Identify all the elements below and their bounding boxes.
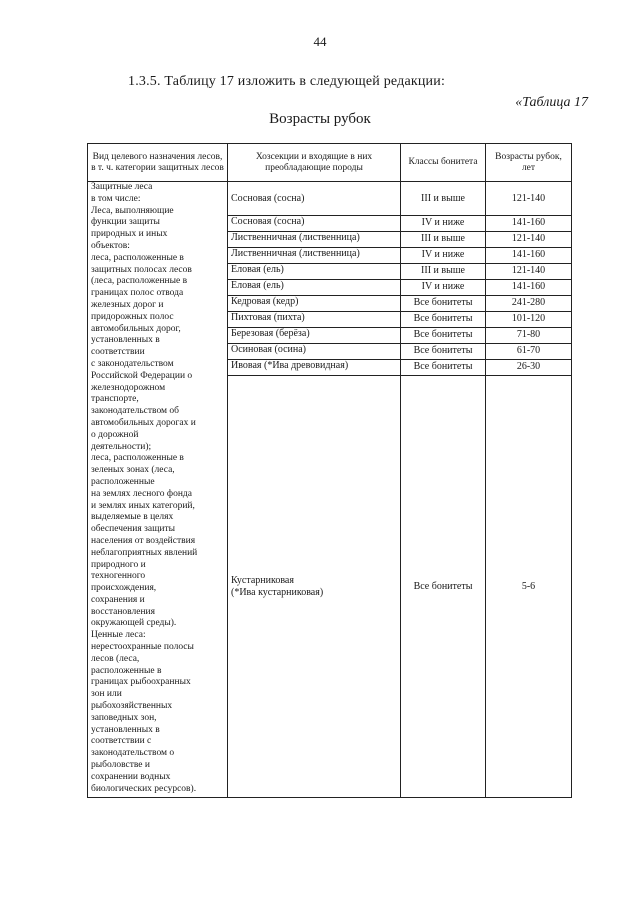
cutting-age-cell: 71-80	[486, 328, 572, 344]
category-line: зеленых зонах (леса,	[91, 465, 175, 476]
species-line: (*Ива кустарниковая)	[231, 586, 324, 598]
cutting-age-cell: 5-6	[486, 376, 572, 798]
category-line: зон или	[91, 689, 122, 700]
category-line: лесов (леса,	[91, 653, 140, 664]
bonitet-cell: Все бонитеты	[401, 328, 486, 344]
category-line: функции защиты	[91, 217, 160, 228]
species-cell: Лиственничная (лиственница)	[228, 232, 401, 248]
table-label: «Таблица 17	[515, 95, 588, 110]
category-line: неблагоприятных явлений	[91, 547, 198, 558]
category-line: придорожных полос	[91, 311, 174, 322]
species-cell: Кедровая (кедр)	[228, 296, 401, 312]
table-title: Возрасты рубок	[269, 111, 371, 127]
cutting-age-cell: 26-30	[486, 360, 572, 376]
amendment-instruction: 1.3.5. Таблицу 17 изложить в следующей редакции:	[128, 74, 446, 89]
table-header-row	[88, 144, 572, 182]
category-line: соответствии	[91, 347, 145, 358]
category-line: природных и иных	[91, 229, 168, 240]
species-cell: Пихтовая (пихта)	[228, 312, 401, 328]
category-line: Ценные леса:	[91, 630, 146, 641]
category-line: расположенные	[91, 476, 155, 487]
category-line: сохранения и	[91, 594, 145, 605]
category-line: восстановления	[91, 606, 156, 617]
species-cell: Осиновая (осина)	[228, 344, 401, 360]
category-line: с законодательством	[91, 358, 174, 369]
cutting-age-cell: 141-160	[486, 280, 572, 296]
category-line: и землях иных категорий,	[91, 500, 195, 511]
cutting-age-cell: 121-140	[486, 264, 572, 280]
category-line: расположенные в	[91, 665, 162, 676]
category-line: населения от воздействия	[91, 535, 196, 546]
cutting-age-cell: 61-70	[486, 344, 572, 360]
category-line: на землях лесного фонда	[91, 488, 192, 499]
bonitet-cell: Все бонитеты	[401, 376, 486, 798]
bonitet-cell: Все бонитеты	[401, 296, 486, 312]
category-line: обеспечения защиты	[91, 524, 176, 535]
category-line: заповедных зон,	[91, 712, 157, 723]
category-line: автомобильных дорог,	[91, 323, 181, 334]
cutting-age-cell: 121-140	[486, 182, 572, 216]
category-line: деятельности);	[91, 441, 152, 452]
category-line: рыболовстве и	[91, 760, 150, 771]
cutting-age-cell: 141-160	[486, 248, 572, 264]
category-line: Защитные леса	[91, 182, 153, 192]
species-cell: Сосновая (сосна)	[228, 182, 401, 216]
category-line: автомобильных дорогах и	[91, 417, 196, 428]
species-cell: Лиственничная (лиственница)	[228, 248, 401, 264]
bonitet-cell: Все бонитеты	[401, 360, 486, 376]
cutting-age-table	[87, 143, 572, 798]
category-line: биологических ресурсов).	[91, 783, 197, 794]
category-line: установленных в	[91, 335, 160, 346]
cutting-age-cell: 241-280	[486, 296, 572, 312]
category-line: природного и	[91, 559, 146, 570]
category-line: железнодорожном	[91, 382, 166, 393]
category-line: транспорте,	[91, 394, 139, 405]
category-line: леса, расположенные в	[91, 252, 184, 263]
bonitet-cell: III и выше	[401, 182, 486, 216]
category-line: нерестоохранные полосы	[91, 642, 194, 653]
category-line: (леса, расположенные в	[91, 276, 188, 287]
species-cell: Березовая (берёза)	[228, 328, 401, 344]
bonitet-cell: III и выше	[401, 264, 486, 280]
table-row	[88, 182, 572, 216]
species-cell: Еловая (ель)	[228, 264, 401, 280]
category-line: происхождения,	[91, 583, 157, 594]
category-line: соответствии с	[91, 736, 152, 747]
category-line: в том числе:	[91, 193, 141, 204]
category-line: о дорожной	[91, 429, 139, 440]
category-line: законодательством о	[91, 748, 175, 759]
header-forest-purpose: Вид целевого назначения лесов, в т. ч. категории защитных лесов	[88, 144, 228, 182]
cutting-age-cell: 141-160	[486, 216, 572, 232]
forest-category-cell	[88, 182, 228, 798]
category-line: леса, расположенные в	[91, 453, 184, 464]
bonitet-cell: Все бонитеты	[401, 344, 486, 360]
category-line: рыбохозяйственных	[91, 701, 173, 712]
page-number: 44	[313, 34, 327, 49]
category-line: установленных в	[91, 724, 160, 735]
bonitet-cell: IV и ниже	[401, 280, 486, 296]
bonitet-cell: IV и ниже	[401, 248, 486, 264]
category-line: железных дорог и	[91, 299, 164, 310]
category-line: защитных полосах лесов	[91, 264, 192, 275]
header-species: Хозсекции и входящие в них преобладающие породы	[228, 144, 401, 182]
category-line: сохранении водных	[91, 771, 171, 782]
category-line: границах рыбоохранных	[91, 677, 191, 688]
category-line: Российской Федерации о	[91, 370, 193, 381]
bonitet-cell: IV и ниже	[401, 216, 486, 232]
category-line: законодательством об	[91, 406, 179, 417]
species-cell: Ивовая (*Ива древовидная)	[228, 360, 401, 376]
header-cutting-age: Возрасты рубок, лет	[486, 144, 572, 182]
category-line: границах полос отвода	[91, 288, 184, 299]
category-line: объектов:	[91, 240, 130, 251]
category-line: выделяемые в целях	[91, 512, 174, 523]
header-bonitet: Классы бонитета	[401, 144, 486, 182]
bonitet-cell: Все бонитеты	[401, 312, 486, 328]
species-cell: Еловая (ель)	[228, 280, 401, 296]
species-cell: Сосновая (сосна)	[228, 216, 401, 232]
category-line: Леса, выполняющие	[91, 205, 174, 216]
category-line: техногенного	[91, 571, 146, 582]
species-line: Кустарниковая	[231, 574, 294, 586]
cutting-age-cell: 121-140	[486, 232, 572, 248]
species-cell	[228, 376, 401, 798]
category-line: окружающей среды).	[91, 618, 177, 629]
cutting-age-cell: 101-120	[486, 312, 572, 328]
bonitet-cell: III и выше	[401, 232, 486, 248]
